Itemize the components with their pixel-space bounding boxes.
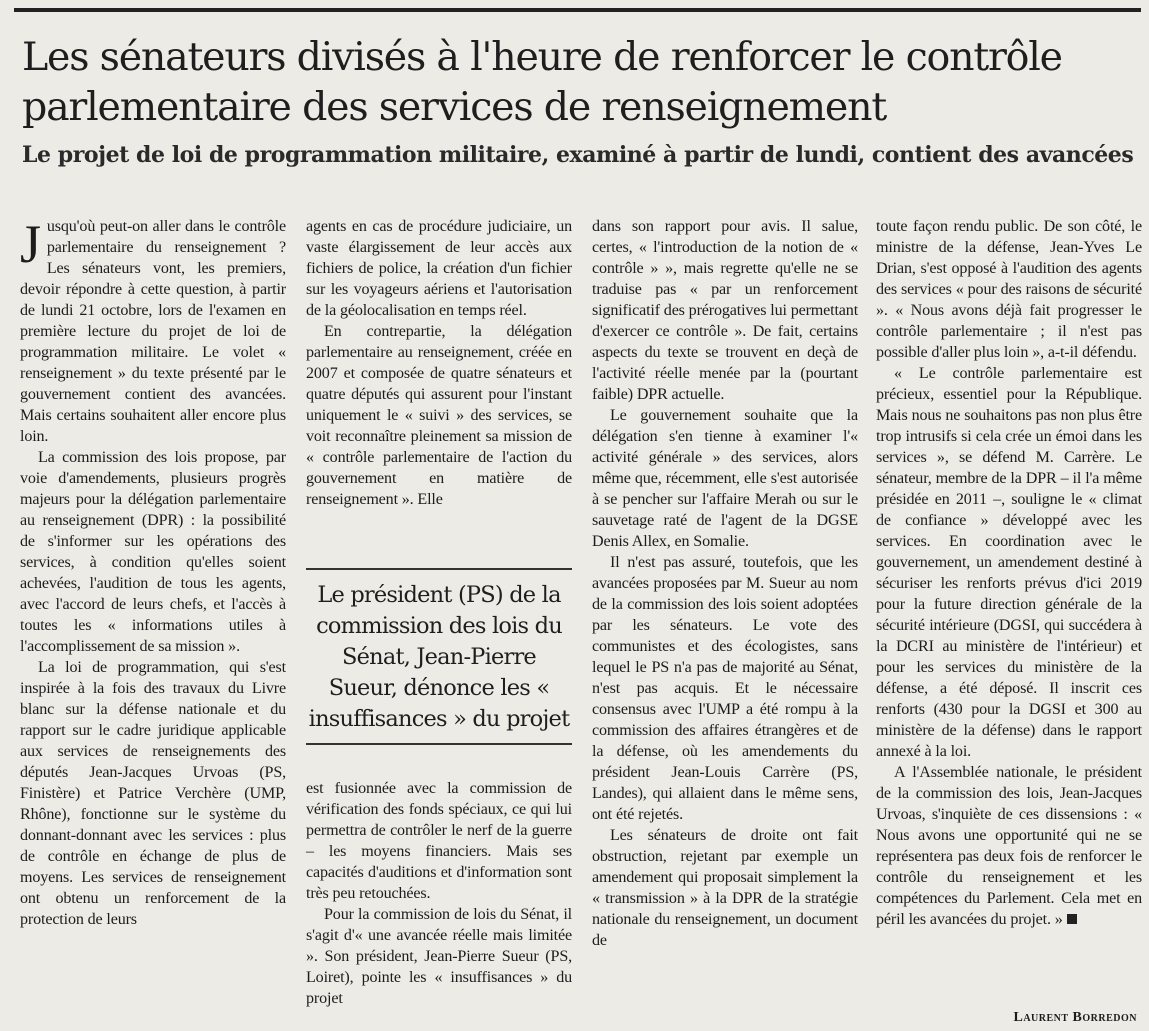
column-2-continued — [306, 778, 572, 1009]
paragraph: A l'Assemblée nationale, le président de la commission des lois, Jean-Jacques Urvoas, s'inquiète de ces dissensions : « Nous avons une opportunité qui ne se représentera pas deux fois de renforcer le contrôle du renseignement et les compétences du Parlement. Cela met en péril les avancées du projet. » — [876, 764, 1142, 928]
end-mark-icon — [1067, 914, 1077, 924]
top-rule — [14, 8, 1141, 12]
paragraph: est fusionnée avec la commission de vérification des fonds spéciaux, ce qui lui permettra de contrôler le nerf de la guerre – les moyens financiers. Mais ses capacités d'auditions et d'information sont très peu retouchées. — [306, 780, 572, 902]
paragraph: Le gouvernement souhaite que la délégation s'en tienne à examiner l'« activité générale » des services, alors même que, récemment, elle s'est autorisée à se pencher sur l'affaire Merah ou sur le sauvetage raté de l'agent de la DGSE Denis Allex, en Somalie. — [592, 407, 858, 550]
paragraph: dans son rapport pour avis. Il salue, certes, « l'introduction de la notion de « contrôle » », mais regrette qu'elle ne se traduise pas « par un renforcement significatif des prérogatives lui permettant d'exercer ce contrôle ». De fait, certains aspects du texte se trouvent en deçà de l'activité réelle menée par la (pourtant faible) DPR actuelle. — [592, 218, 859, 403]
headline: Les sénateurs divisés à l'heure de renforcer le contrôle parlementaire des services de renseignement — [22, 34, 1062, 130]
paragraph: Les sénateurs de droite ont fait obstruction, rejetant par exemple un amendement qui proposait simplement la « transmission » à la DPR de la stratégie nationale du renseignement, un document de — [592, 827, 858, 949]
paragraph: La commission des lois propose, par voie d'amendements, plusieurs progrès majeurs pour la délégation parlementaire au renseignement (DPR) : la possibilité de s'informer sur les opérations des services, à condition qu'elles soient achevées, l'audition de tous les agents, avec l'accord de leurs chefs, et l'accès à toutes les « informations utiles à l'accomplissement de sa mission ». — [20, 449, 286, 655]
paragraph: Il n'est pas assuré, toutefois, que les avancées proposées par M. Sueur au nom de la commission des lois soient adoptées par les sénateurs. Le vote des communistes et des écologistes, sans lequel le PS n'a pas de majorité au Sénat, n'est pas acquis. Et le nécessaire consensus avec l'UMP a été rompu à la commission des affaires étrangères et de la défense, où les amendements du président Jean-Louis Carrère (PS, Landes), qui allaient dans le même sens, ont été rejetés. — [592, 554, 858, 823]
paragraph: Jusqu'où peut-on aller dans le contrôle parlementaire du renseignement ? Les sénateurs vont, les premiers, devoir répondre à cette question, à partir de lundi 21 octobre, lors de l'examen en première lecture du projet de loi de programmation militaire. Le volet « renseignement » du texte présenté par le gouvernement contient des avancées. Mais certains souhaitent aller encore plus loin. — [20, 214, 286, 445]
paragraph: « Le contrôle parlementaire est précieux, essentiel pour la République. Mais nous ne souhaitons pas non plus être trop intrusifs si cela crée un émoi dans les services », se défend M. Carrère. Le sénateur, membre de la DPR – il l'a même présidée en 2011 –, souligne le « climat de confiance » développé avec les services. En coordination avec le gouvernement, un amendement destiné à sécuriser les renforts prévus d'ici 2019 pour la future direction générale de la sécurité intérieure (DGSI, qui succédera à la DCRI au ministère de l'intérieur) et pour les services du ministère de la défense, a été déposé. Il inscrit ces renforts (430 pour la DGSI et 300 au ministère de la défense) dans le rapport annexé à la loi. — [876, 365, 1142, 760]
paragraph: En contrepartie, la délégation parlementaire au renseignement, créée en 2007 et composée de quatre sénateurs et quatre députés qui assurent pour l'instant uniquement le « suivi » des services, se voit reconnaître pleinement sa mission de « contrôle parlementaire de l'action du gouvernement en matière de renseignement ». Elle — [306, 323, 572, 508]
paragraph: toute façon rendu public. De son côté, le ministre de la défense, Jean-Yves Le Drian, s'est opposé à l'audition des agents des services « pour des raisons de sécurité ». « Nous avons déjà fait progresser le contrôle parlementaire ; il n'est pas possible d'aller plus loin », a-t-il défendu. — [876, 218, 1142, 361]
byline: Laurent Borredon — [1013, 1010, 1137, 1025]
pull-quote: Le président (PS) de la commission des lois du Sénat, Jean-Pierre Sueur, dénonce les « insuffisances » du projet — [306, 568, 572, 745]
column-2 — [306, 216, 572, 510]
subhead: Le projet de loi de programmation militaire, examiné à partir de lundi, contient des avancées — [22, 142, 1134, 168]
column-3 — [592, 216, 858, 951]
paragraph: Pour la commission de lois du Sénat, il s'agit d'« une avancée réelle mais limitée ». Son président, Jean-Pierre Sueur (PS, Loiret), pointe les « insuffisances » du projet — [306, 906, 572, 1007]
column-4 — [876, 216, 1142, 930]
drop-cap: J — [20, 214, 41, 274]
column-1 — [20, 216, 286, 930]
paragraph: La loi de programmation, qui s'est inspirée à la fois des travaux du Livre blanc sur la défense nationale et du rapport sur le cadre juridique applicable aux services de renseignements des députés Jean-Jacques Urvoas (PS, Finistère) et Patrice Verchère (UMP, Rhône), fonctionne sur le système du donnant-donnant avec les services : plus de contrôle en échange de plus de moyens. Les services de renseignement ont obtenu un renforcement de la protection de leurs — [20, 659, 286, 928]
paragraph: agents en cas de procédure judiciaire, un vaste élargissement de leur accès aux fichiers de police, la création d'un fichier sur les voyageurs aériens et l'autorisation de la géolocalisation en temps réel. — [306, 218, 572, 319]
